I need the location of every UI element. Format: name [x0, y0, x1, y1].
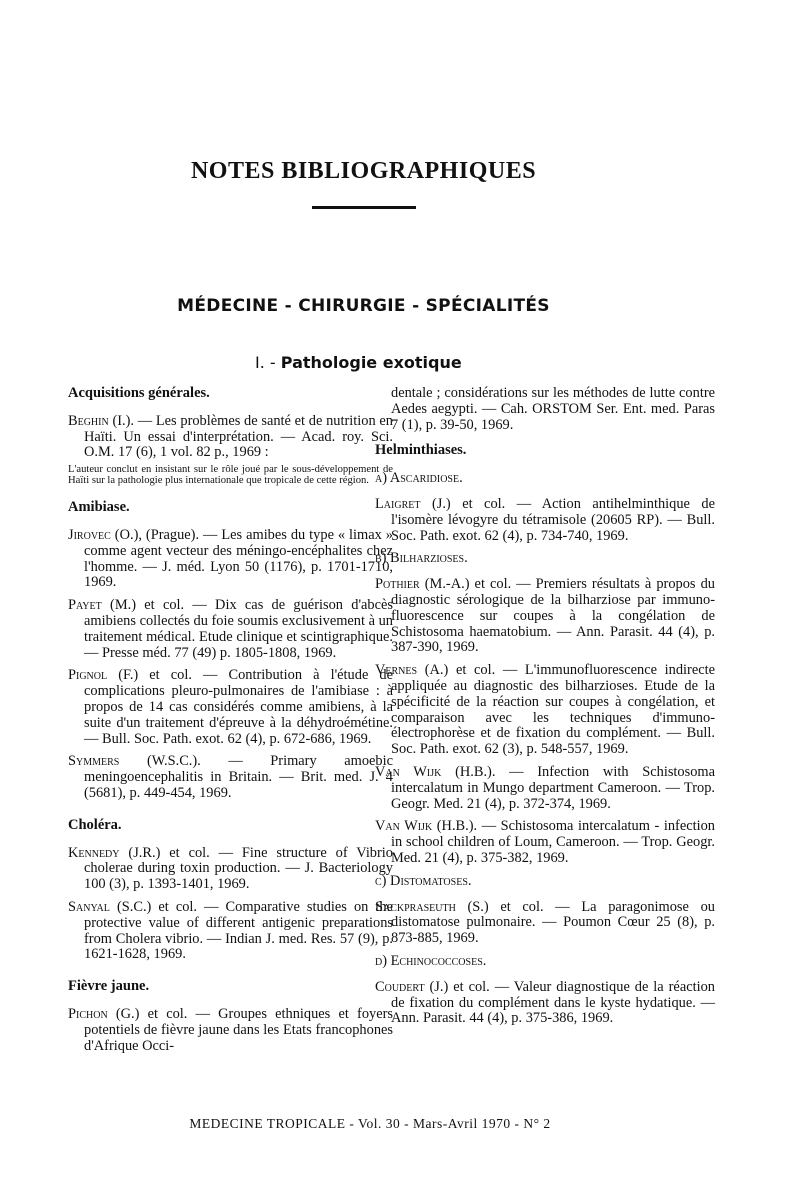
page-title: NOTES BIBLIOGRAPHIQUES — [190, 158, 537, 184]
entry-author: Kennedy — [68, 844, 120, 861]
entry-vernes — [375, 663, 715, 758]
entry-continuation: dentale ; considérations sur les méthodes de lutte contre Aedes aegypti. — Cah. ORSTOM Ser. Ent. med. Paras 7 (1), p. 39-50, 1969. — [391, 385, 715, 433]
entry-text: (G.) et col. — Groupes ethniques et foyers potentiels de fièvre jaune dans les Etats francophones d'Afrique Occi- — [84, 1005, 393, 1054]
entry-text: (F.) et col. — Contribution à l'étude de complications pleuro-pulmonaires de l'amibiase : à propos de 14 cas considérés comme amibiens, à la suite d'un traitement d'épreuve à la déhydroémétine. — Bull. Soc. Path. exot. 62 (4), p. 672-686, 1969. — [84, 667, 393, 747]
entry-sanyal — [68, 900, 393, 963]
entry-author: Coudert — [375, 978, 425, 995]
entry-author: Van Wijk — [375, 763, 442, 780]
entry-author: Beghin — [68, 412, 109, 429]
entry-author: Sackpraseuth — [375, 898, 456, 915]
subsection-title — [255, 353, 462, 372]
entry-pichon — [68, 1007, 393, 1054]
entry-text: (O.), (Prague). — Les amibes du type « limax » comme agent vecteur des méningo-encéphalites chez l'homme. — J. méd. Lyon 50 (1176), p. 1701-1710, 1969. — [84, 526, 393, 591]
heading-helminthiases: Helminthiases. — [375, 442, 467, 459]
entry-text: (J.) et col. — Action antihelminthique de l'isomère lévogyre du tétramisole (20605 RP). — Bull. Soc. Path. exot. 62 (4), p. 734-740, 1969. — [391, 495, 715, 544]
entry-author: Laigret — [375, 495, 421, 512]
entry-text: (A.) et col. — L'immunofluorescence indirecte appliquée au diagnostic des bilharzioses. Etude de la spécificité de la réaction sur coupes à congélation, et comparaison avec les techniques d'immuno-électrophorèse et de fixation du complément. — Bull. Soc. Path. exot. 62 (3), p. 548-557, 1969. — [391, 662, 715, 758]
entry-text: (W.S.C.). — Primary amoebic meningoencephalitis in Britain. — Brit. med. J. 4 (5681), p. 449-454, 1969. — [84, 753, 393, 801]
entry-note: L'auteur conclut en insistant sur le rôle joué par le sous-développement de Haïti sur la pathologie plus internationale que tropicale de cette région. — [68, 464, 393, 487]
entry-text: (J.R.) et col. — Fine structure of Vibrio cholerae during toxin production. — J. Bacteriology 100 (3), p. 1393-1401, 1969. — [84, 844, 393, 893]
heading-fievre-jaune: Fièvre jaune. — [68, 978, 150, 995]
entry-payet — [68, 598, 393, 661]
subheading-distomatoses: c) Distomatoses. — [375, 872, 472, 889]
entry-text: (H.B.). — Schistosoma intercalatum - infection in school children of Loum, Cameroon. — Trop. Geogr. Med. 21 (4), p. 375-382, 1969. — [391, 818, 716, 866]
page-footer: MEDECINE TROPICALE - Vol. 30 - Mars-Avril 1970 - N° 2 — [189, 1116, 551, 1131]
entry-author: Payet — [68, 597, 102, 614]
subsection-number: I. - — [255, 353, 276, 372]
subsection-name: Pathologie exotique — [280, 353, 462, 372]
entry-author: Sanyal — [68, 898, 110, 915]
entry-symmers — [68, 754, 393, 801]
right-column — [375, 386, 715, 1034]
entry-pothier — [375, 577, 715, 656]
entry-text: (S.) et col. — La paragonimose ou distomatose pulmonaire. — Poumon Cœur 25 (8), p. 873-885, 1969. — [391, 898, 715, 947]
heading-amibiase: Amibiase. — [68, 499, 130, 516]
section-title: MÉDECINE - CHIRURGIE - SPÉCIALITÉS — [177, 296, 550, 316]
entry-text: (M.) et col. — Dix cas de guérison d'abcès amibiens collectés du foie soumis exclusivement à un traitement médical. Etude clinique et scintigraphique. — Presse méd. 77 (49) p. 1805-1808, 1969. — [84, 597, 393, 661]
entry-coudert — [375, 980, 715, 1027]
entry-author: Pignol — [68, 667, 108, 684]
entry-beghin — [68, 414, 393, 461]
entry-pignol — [68, 668, 393, 747]
entry-author: Vernes — [375, 662, 418, 679]
heading-acquisitions: Acquisitions générales. — [68, 385, 210, 401]
entry-jirovec — [68, 528, 393, 591]
left-column — [68, 386, 393, 1061]
title-rule — [312, 206, 416, 209]
entry-kennedy — [68, 846, 393, 893]
entry-author: Jirovec — [68, 526, 111, 543]
entry-author: Pothier — [375, 576, 420, 593]
entry-text: (M.-A.) et col. — Premiers résultats à propos du diagnostic sérologique de la bilharziose par immuno-fluorescence sur coupes à la congélation de Schistosoma haematobium. — Ann. Parasit. 44 (4), p. 387-390, 1969. — [391, 576, 715, 656]
entry-author: Pichon — [68, 1005, 108, 1022]
subheading-echinococcoses: d) Echinococcoses. — [375, 952, 487, 969]
entry-text: (H.B.). — Infection with Schistosoma intercalatum in Mungo department Cameroon. — Trop. Geogr. Med. 21 (4), p. 372-374, 1969. — [391, 763, 715, 812]
entry-text: (S.C.) et col. — Comparative studies on the protective value of different antigenic preparations from Cholera vibrio. — Indian J. med. Res. 57 (9), p. 1621-1628, 1969. — [84, 898, 393, 963]
entry-laigret — [375, 497, 715, 544]
entry-sackpraseuth — [375, 900, 715, 947]
entry-author: Van Wijk — [375, 818, 433, 835]
entry-text: (I.). — Les problèmes de santé et de nutrition en Haïti. Un essai d'interprétation. — Acad. roy. Sci. O.M. 17 (6), 1 vol. 82 p., 1969 : — [84, 412, 393, 461]
entry-text: (J.) et col. — Valeur diagnostique de la réaction de fixation du complément dans le kyste hydatique. — Ann. Parasit. 44 (4), p. 375-386, 1969. — [391, 978, 715, 1027]
subheading-bilharzioses: b) Bilharzioses. — [375, 550, 468, 567]
entry-van-wijk-2 — [375, 819, 715, 866]
entry-van-wijk-1 — [375, 765, 715, 812]
subheading-ascaridiose: a) Ascaridiose. — [375, 470, 463, 487]
entry-author: Symmers — [68, 753, 120, 770]
heading-cholera: Choléra. — [68, 816, 122, 833]
